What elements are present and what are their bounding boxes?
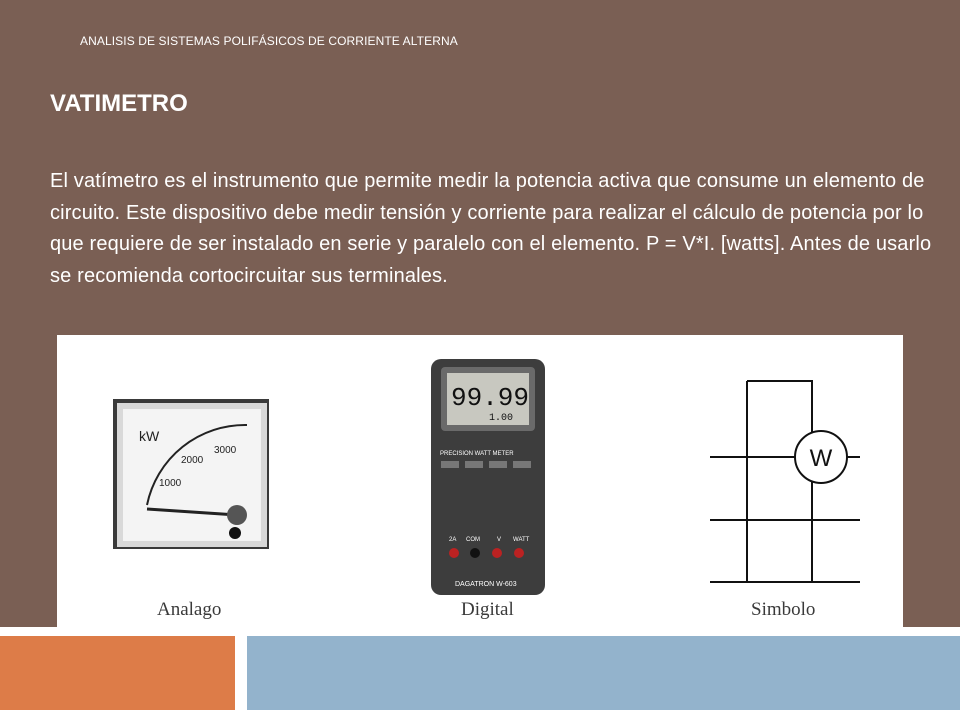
digital-caption: Digital bbox=[461, 599, 514, 620]
footer-blue-bar bbox=[247, 636, 960, 710]
analog-caption: Analago bbox=[157, 599, 222, 620]
analog-unit-label: kW bbox=[139, 428, 160, 444]
analog-scale-2000: 2000 bbox=[181, 455, 204, 466]
slide-header: ANALISIS DE SISTEMAS POLIFÁSICOS DE CORRIENTE ALTERNA bbox=[80, 34, 458, 48]
digital-model-label: PRECISION WATT METER bbox=[440, 451, 514, 457]
analog-scale-1000: 1000 bbox=[159, 478, 182, 489]
wattmeter-symbol-letter: W bbox=[809, 445, 833, 472]
digital-terminal-watt: WATT bbox=[513, 537, 530, 543]
digital-display-main: 99.99 bbox=[451, 383, 530, 413]
symbol-caption: Simbolo bbox=[751, 599, 816, 620]
digital-display-sub: 1.00 bbox=[489, 413, 514, 424]
wattmeter-symbol bbox=[710, 381, 860, 582]
slide-body-text: El vatímetro es el instrumento que permite medir la potencia activa que consume un elemento de circuito. Este dispositivo debe medir tensión y corriente para realizar el cálculo de potencia por lo que requiere de ser instalado en serie y paralelo con el elemento. P = V*I. [watts]. Antes de usarlo se recomienda cortocircuitar sus terminales. bbox=[50, 170, 932, 287]
analog-wattmeter-image bbox=[113, 399, 269, 549]
digital-terminal-v: V bbox=[497, 537, 502, 543]
footer-orange-bar bbox=[0, 636, 235, 710]
wattmeter-figure bbox=[57, 335, 903, 627]
digital-wattmeter-image bbox=[431, 359, 545, 595]
digital-terminal-com: COM bbox=[466, 537, 480, 543]
digital-brand: DAGATRON W-603 bbox=[455, 581, 517, 588]
digital-terminal-2a: 2A bbox=[449, 537, 457, 543]
analog-scale-3000: 3000 bbox=[214, 445, 237, 456]
slide-title: VATIMETRO bbox=[50, 90, 188, 117]
